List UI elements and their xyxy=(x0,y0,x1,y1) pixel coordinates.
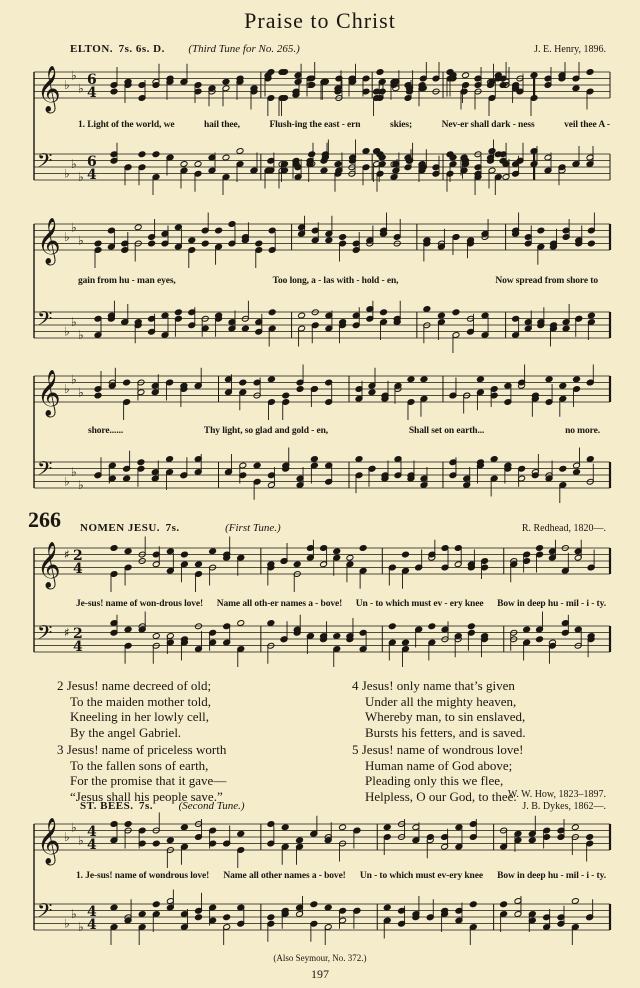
music-notation xyxy=(30,62,612,202)
svg-text:𝄢: 𝄢 xyxy=(37,620,53,649)
verses-left-column xyxy=(57,678,226,804)
svg-text:♭: ♭ xyxy=(64,166,70,181)
lyric-fragment: Name all oth-er names a - bove! xyxy=(216,599,343,609)
verse-5 xyxy=(352,742,526,804)
svg-text:♭: ♭ xyxy=(78,385,84,400)
lyric-fragment: 1. Je-sus! name of wondrous love! xyxy=(76,871,210,881)
verse-line: 5 Jesus! name of wondrous love! xyxy=(352,742,524,757)
verse-line: Helpless, O our God, to thee. xyxy=(365,788,517,804)
svg-text:4: 4 xyxy=(87,904,97,920)
page-title: Praise to Christ xyxy=(244,8,396,33)
composer-credit: J. B. Dykes, 1862—. xyxy=(522,801,606,812)
tune-header-nomen-jesu xyxy=(80,522,281,534)
tune-note: (Third Tune for No. 265.) xyxy=(188,43,300,55)
lyrics-line xyxy=(76,599,606,609)
verse-line: 3 Jesus! name of priceless worth xyxy=(57,742,227,757)
tune-note: (Second Tune.) xyxy=(178,800,245,812)
verse-line: To the fallen sons of earth, xyxy=(70,757,209,773)
verse-line: By the angel Gabriel. xyxy=(70,724,182,740)
music-system-1 xyxy=(30,62,612,202)
music-notation xyxy=(30,212,612,362)
lyric-fragment: shore...... xyxy=(88,426,124,436)
svg-text:𝄢: 𝄢 xyxy=(37,456,53,485)
svg-text:𝄢: 𝄢 xyxy=(37,148,53,177)
svg-text:♭: ♭ xyxy=(71,156,77,171)
svg-text:4: 4 xyxy=(73,639,83,655)
svg-text:4: 4 xyxy=(87,824,97,840)
svg-text:♭: ♭ xyxy=(78,233,84,248)
lyrics-line xyxy=(78,276,598,286)
svg-text:2: 2 xyxy=(73,626,83,642)
lyric-fragment: veil thee A - xyxy=(564,120,610,130)
svg-text:4: 4 xyxy=(87,917,97,933)
lyric-fragment: Thy light, so glad and gold - en, xyxy=(203,426,329,436)
verses-right-column xyxy=(352,678,526,804)
svg-text:4: 4 xyxy=(73,561,83,577)
verse-line: 4 Jesus! only name that’s given xyxy=(352,678,515,693)
svg-text:𝄞: 𝄞 xyxy=(37,542,61,588)
svg-text:𝄢: 𝄢 xyxy=(37,898,53,927)
svg-text:♭: ♭ xyxy=(71,314,77,329)
verse-line: Whereby man, to sin enslaved, xyxy=(365,709,526,724)
footer-note: (Also Seymour, No. 372.) xyxy=(273,953,367,963)
lyric-fragment: Too long, a - las with - hold - en, xyxy=(272,276,399,286)
svg-text:𝄢: 𝄢 xyxy=(37,306,53,335)
composer-credit: R. Redhead, 1820—. xyxy=(521,523,606,534)
svg-text:♭: ♭ xyxy=(78,919,84,934)
verse-2 xyxy=(57,678,226,740)
composer-credit: J. E. Henry, 1896. xyxy=(534,44,606,55)
svg-text:♭: ♭ xyxy=(64,382,70,396)
svg-text:♭: ♭ xyxy=(71,820,77,835)
verse-line: Bursts his fetters, and is saved. xyxy=(365,724,526,740)
lyric-fragment: Flush-ing the east - ern xyxy=(269,120,361,130)
tune-name: ST. BEES. xyxy=(80,800,134,812)
lyric-fragment: skies; xyxy=(389,120,413,130)
lyric-fragment: Nev-er shall dark - ness xyxy=(441,120,535,130)
page-number: 197 xyxy=(311,967,329,981)
lyric-fragment: Shall set on earth... xyxy=(408,426,485,436)
lyric-fragment: Bow in deep hu - mil - i - ty. xyxy=(497,599,606,609)
verse-4 xyxy=(352,678,526,740)
tune-name: ELTON. xyxy=(70,43,114,55)
verse-line: Kneeling in her lowly cell, xyxy=(70,709,209,724)
svg-text:♯: ♯ xyxy=(64,625,70,640)
lyrics-line xyxy=(76,871,606,881)
verse-line: To the maiden mother told, xyxy=(70,693,211,709)
svg-text:♭: ♭ xyxy=(78,833,84,848)
svg-text:𝄞: 𝄞 xyxy=(37,218,61,264)
svg-text:♭: ♭ xyxy=(71,464,77,479)
lyrics-line xyxy=(78,120,610,130)
svg-text:4: 4 xyxy=(87,837,97,853)
music-notation xyxy=(30,364,612,510)
verse-line: Human name of God above; xyxy=(365,757,513,773)
svg-text:♭: ♭ xyxy=(71,906,77,921)
verse-line: Under all the mighty heaven, xyxy=(365,693,517,709)
music-system-2 xyxy=(30,212,612,362)
verse-line: For the promise that it gave— xyxy=(70,773,227,788)
lyric-fragment: no more. xyxy=(565,426,600,436)
svg-text:♭: ♭ xyxy=(64,830,70,844)
svg-text:♭: ♭ xyxy=(64,916,70,931)
lyric-fragment: hail thee, xyxy=(203,120,240,130)
svg-text:♯: ♯ xyxy=(64,547,70,562)
svg-text:4: 4 xyxy=(87,167,97,183)
svg-text:♭: ♭ xyxy=(71,220,77,235)
tune-header-st-bees xyxy=(80,800,245,812)
svg-text:2: 2 xyxy=(73,548,83,564)
svg-text:♭: ♭ xyxy=(78,477,84,492)
lyric-fragment: Un - to which must ev - ery knee xyxy=(355,599,484,609)
svg-text:♭: ♭ xyxy=(64,324,70,339)
lyric-fragment: Bow in deep hu - mil - i - ty. xyxy=(497,871,606,881)
hymn-number: 266 xyxy=(28,507,61,532)
svg-text:♭: ♭ xyxy=(78,81,84,96)
lyrics-line xyxy=(88,426,600,436)
lyric-fragment: Now spread from shore to xyxy=(495,276,598,286)
tune-meter: 7s. 6s. D. xyxy=(118,43,165,55)
tune-meter: 7s. xyxy=(165,522,180,534)
tune-header-elton xyxy=(70,43,300,55)
svg-text:♭: ♭ xyxy=(64,230,70,244)
svg-text:𝄞: 𝄞 xyxy=(37,370,61,416)
lyric-fragment: Je-sus! name of won-drous love! xyxy=(76,599,204,609)
svg-text:♭: ♭ xyxy=(64,474,70,489)
music-notation xyxy=(30,812,612,954)
svg-text:♭: ♭ xyxy=(78,169,84,184)
svg-text:♭: ♭ xyxy=(78,327,84,342)
svg-text:♭: ♭ xyxy=(64,78,70,92)
verse-line: “Jesus shall his people save.” xyxy=(70,788,223,804)
svg-text:♭: ♭ xyxy=(71,372,77,387)
verse-3 xyxy=(57,742,226,804)
verse-line: 2 Jesus! name decreed of old; xyxy=(57,678,212,693)
tune-note: (First Tune.) xyxy=(225,522,281,534)
svg-text:4: 4 xyxy=(87,85,97,101)
svg-text:6: 6 xyxy=(87,72,97,88)
music-system-3 xyxy=(30,364,612,510)
lyric-fragment: Name all other names a - bove! xyxy=(223,871,346,881)
verse-line: Pleading only this we flee, xyxy=(365,773,504,788)
author-credit: W. W. How, 1823–1897. xyxy=(507,789,606,800)
tune-name: NOMEN JESU. xyxy=(80,522,161,534)
svg-text:6: 6 xyxy=(87,154,97,170)
tune-meter: 7s. xyxy=(139,800,154,812)
music-system-5 xyxy=(30,812,612,954)
lyric-fragment: 1. Light of the world, we xyxy=(78,120,175,130)
svg-text:♭: ♭ xyxy=(71,68,77,83)
lyric-fragment: gain from hu - man eyes, xyxy=(78,276,176,286)
svg-text:𝄞: 𝄞 xyxy=(37,66,61,112)
lyric-fragment: Un - to which must ev-ery knee xyxy=(359,871,483,881)
svg-text:𝄞: 𝄞 xyxy=(37,818,61,864)
